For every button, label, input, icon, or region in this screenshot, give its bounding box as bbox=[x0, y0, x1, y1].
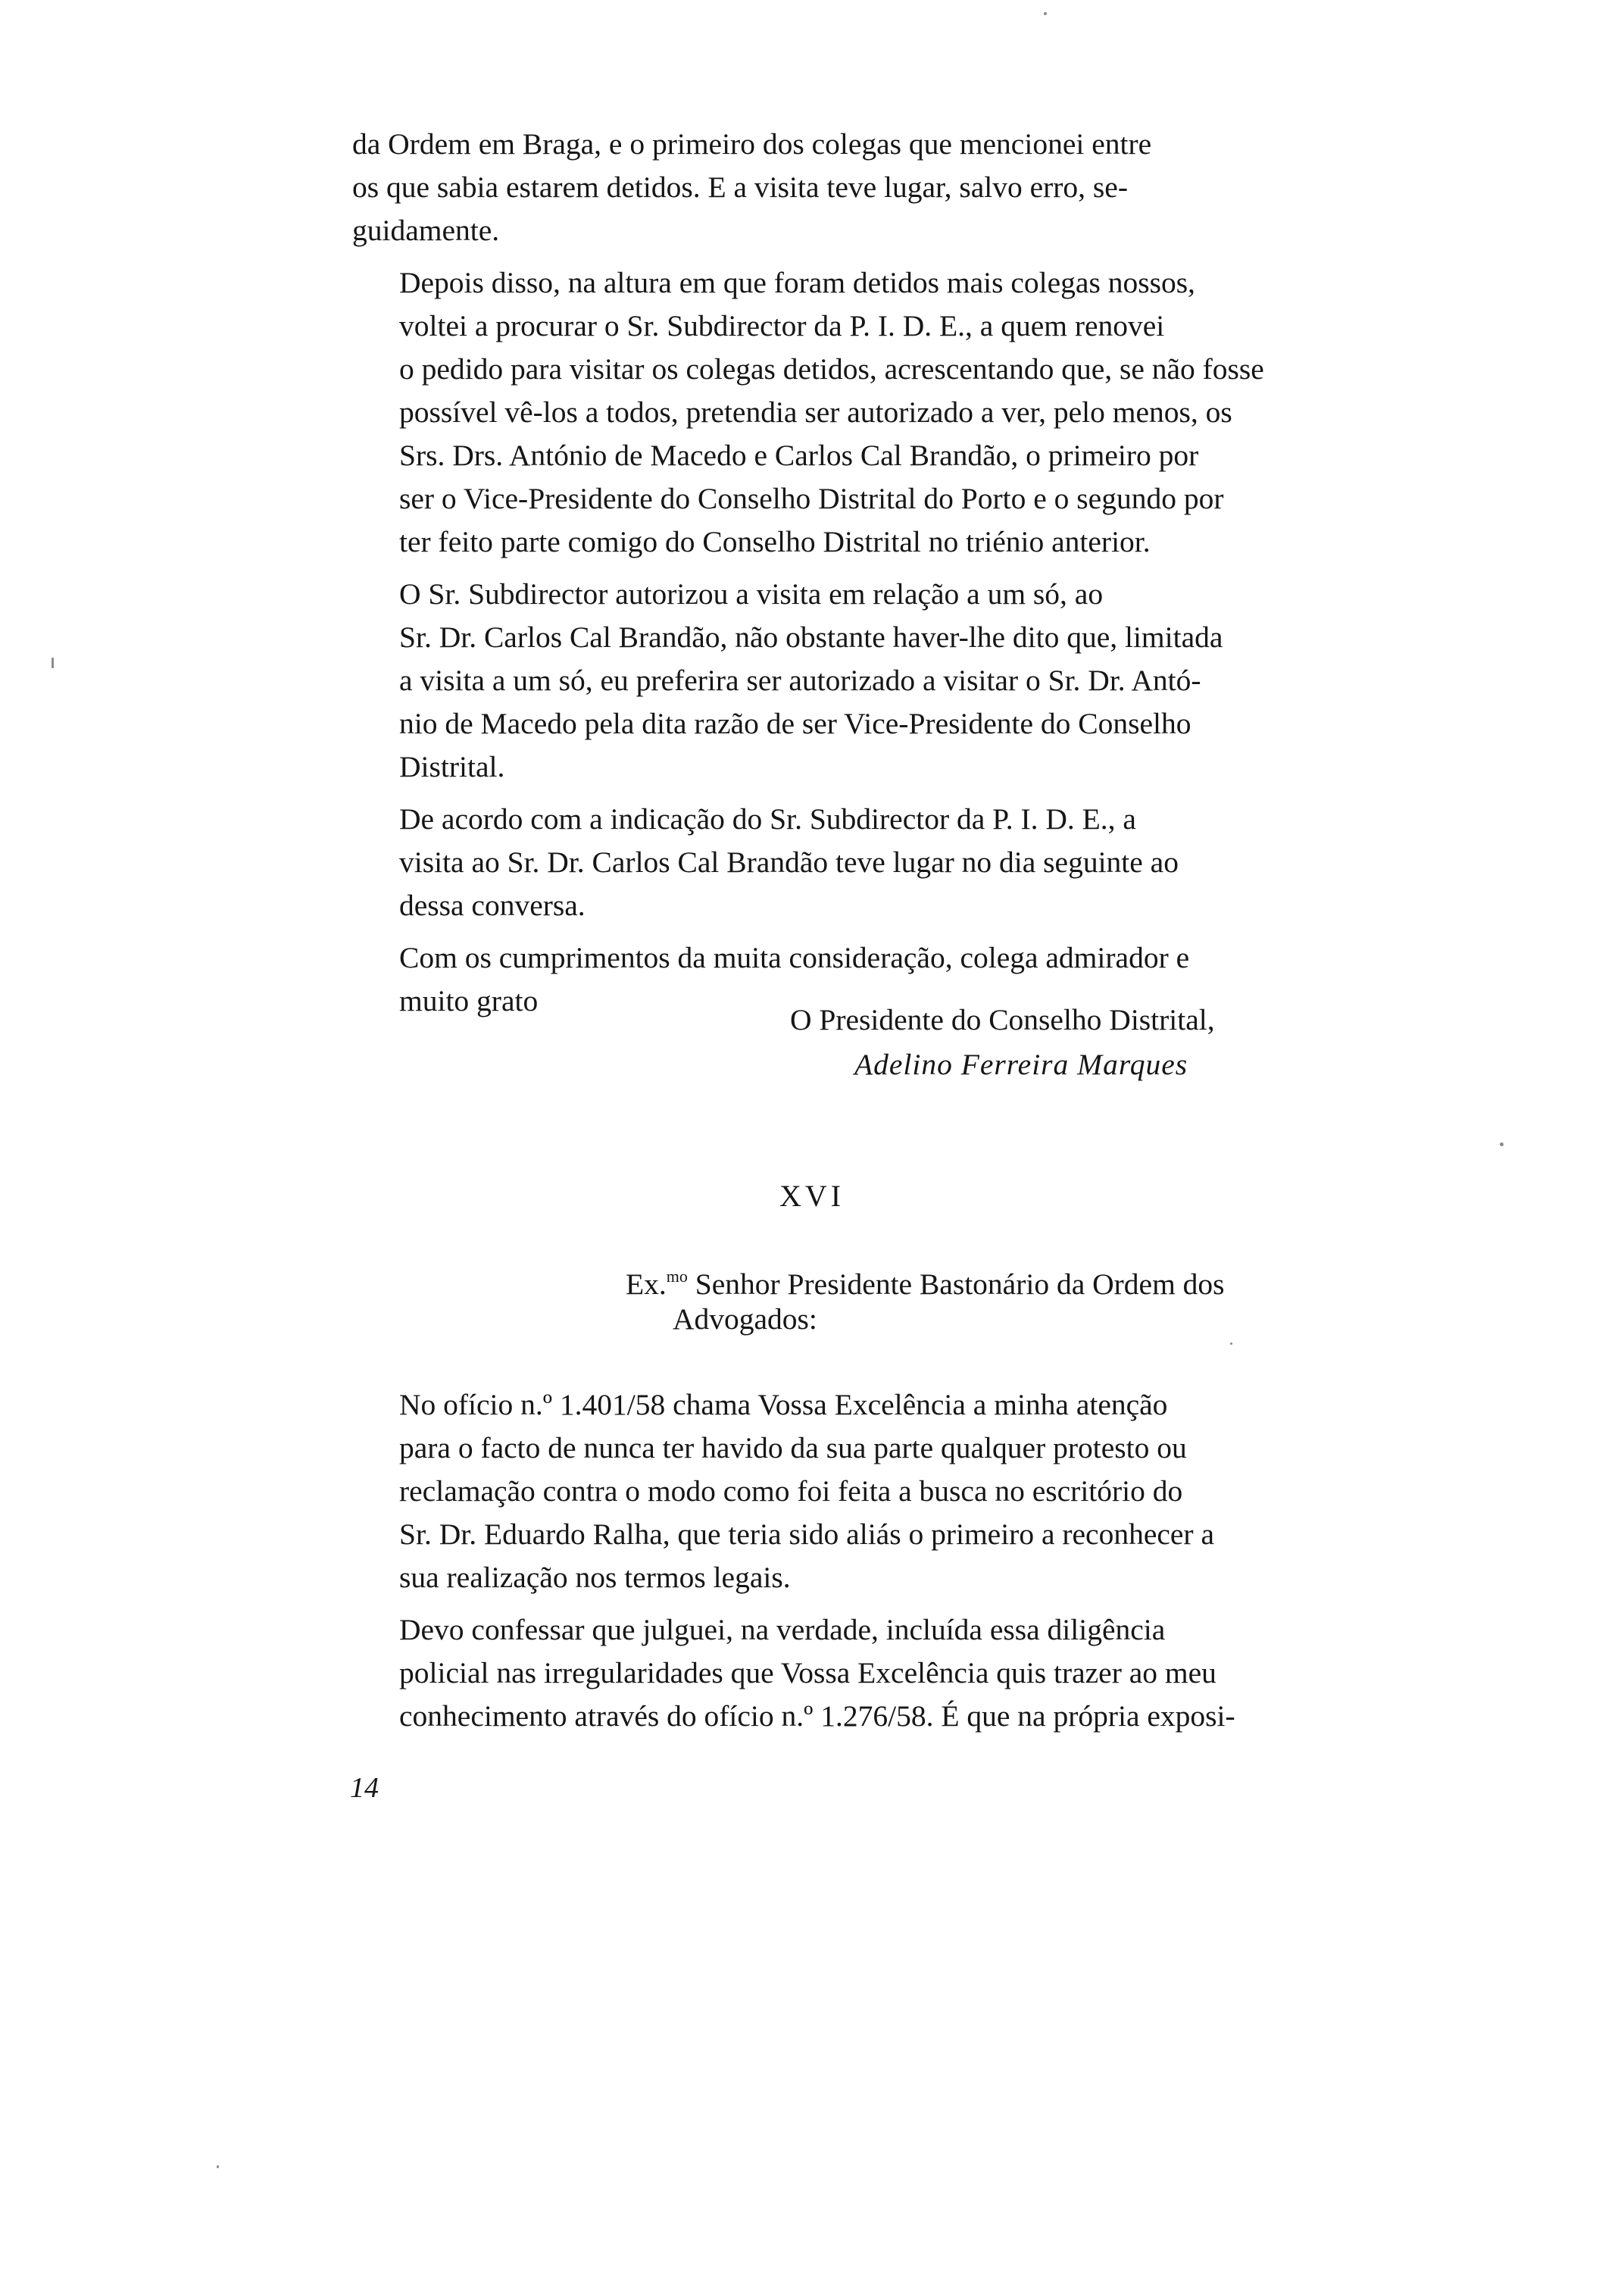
paragraph bbox=[352, 1608, 1331, 1738]
text-line: policial nas irregularidades que Vossa Excelência quis trazer ao meu bbox=[399, 1656, 1216, 1689]
text-line: muito grato bbox=[399, 984, 539, 1017]
salutation-prefix: Ex. bbox=[626, 1267, 667, 1301]
salutation-rest: Senhor Presidente Bastonário da Ordem dos bbox=[687, 1267, 1225, 1301]
letter-body-top bbox=[352, 123, 1331, 1023]
salutation-superscript: mo bbox=[666, 1267, 688, 1286]
text-line: Devo confessar que julguei, na verdade, incluída essa diligência bbox=[399, 1613, 1166, 1646]
signature-title: O Presidente do Conselho Distrital, bbox=[790, 1003, 1215, 1036]
text-line: sua realização nos termos legais. bbox=[399, 1561, 791, 1594]
text-line: Com os cumprimentos da muita consideração, colega admirador e bbox=[399, 941, 1190, 974]
text-line: Sr. Dr. Eduardo Ralha, que teria sido aliás o primeiro a reconhecer a bbox=[399, 1517, 1214, 1551]
text-line: reclamação contra o modo como foi feita a busca no escritório do bbox=[399, 1474, 1183, 1508]
text-line: Sr. Dr. Carlos Cal Brandão, não obstante haver-lhe dito que, limitada bbox=[399, 620, 1223, 654]
scan-speck bbox=[1500, 1142, 1504, 1146]
scan-speck bbox=[52, 658, 54, 668]
paragraph bbox=[352, 1383, 1331, 1599]
text-line: conhecimento através do ofício n.º 1.276/58. É que na própria exposi- bbox=[399, 1699, 1235, 1733]
text-line: ter feito parte comigo do Conselho Distrital no triénio anterior. bbox=[399, 525, 1151, 558]
paragraph bbox=[352, 798, 1331, 927]
scan-speck bbox=[1044, 12, 1047, 15]
text-line: o pedido para visitar os colegas detidos, acrescentando que, se não fosse bbox=[399, 352, 1264, 386]
text-line: os que sabia estarem detidos. E a visita teve lugar, salvo erro, se- bbox=[352, 170, 1128, 204]
text-line: possível vê-los a todos, pretendia ser autorizado a ver, pelo menos, os bbox=[399, 395, 1232, 429]
scan-speck bbox=[1230, 1342, 1232, 1345]
scan-speck bbox=[217, 2165, 219, 2168]
text-line: dessa conversa. bbox=[399, 889, 586, 922]
text-line: No ofício n.º 1.401/58 chama Vossa Excelência a minha atenção bbox=[399, 1388, 1168, 1421]
signature-name: Adelino Ferreira Marques bbox=[854, 1048, 1188, 1081]
section-number: XVI bbox=[779, 1179, 845, 1213]
paragraph bbox=[352, 261, 1331, 564]
paragraph bbox=[352, 123, 1331, 252]
letter-body-bottom bbox=[352, 1383, 1331, 1738]
text-line: a visita a um só, eu preferira ser autorizado a visitar o Sr. Dr. Antó- bbox=[399, 664, 1201, 697]
text-line: guidamente. bbox=[352, 214, 500, 247]
text-line: O Sr. Subdirector autorizou a visita em relação a um só, ao bbox=[399, 577, 1104, 611]
salutation-line-2: Advogados: bbox=[673, 1302, 817, 1336]
text-line: da Ordem em Braga, e o primeiro dos colegas que mencionei entre bbox=[352, 127, 1152, 161]
text-line: ser o Vice-Presidente do Conselho Distrital do Porto e o segundo por bbox=[399, 482, 1224, 515]
text-line: visita ao Sr. Dr. Carlos Cal Brandão teve lugar no dia seguinte ao bbox=[399, 845, 1179, 879]
text-line: voltei a procurar o Sr. Subdirector da P. I. D. E., a quem renovei bbox=[399, 309, 1165, 342]
paragraph bbox=[352, 573, 1331, 789]
text-line: De acordo com a indicação do Sr. Subdirector da P. I. D. E., a bbox=[399, 802, 1136, 836]
page-number: 14 bbox=[350, 1772, 379, 1804]
text-line: Depois disso, na altura em que foram detidos mais colegas nossos, bbox=[399, 266, 1195, 299]
text-line: Distrital. bbox=[399, 750, 505, 783]
text-line: para o facto de nunca ter havido da sua parte qualquer protesto ou bbox=[399, 1431, 1187, 1464]
text-line: nio de Macedo pela dita razão de ser Vice-Presidente do Conselho bbox=[399, 707, 1191, 740]
text-line: Srs. Drs. António de Macedo e Carlos Cal Brandão, o primeiro por bbox=[399, 439, 1199, 472]
